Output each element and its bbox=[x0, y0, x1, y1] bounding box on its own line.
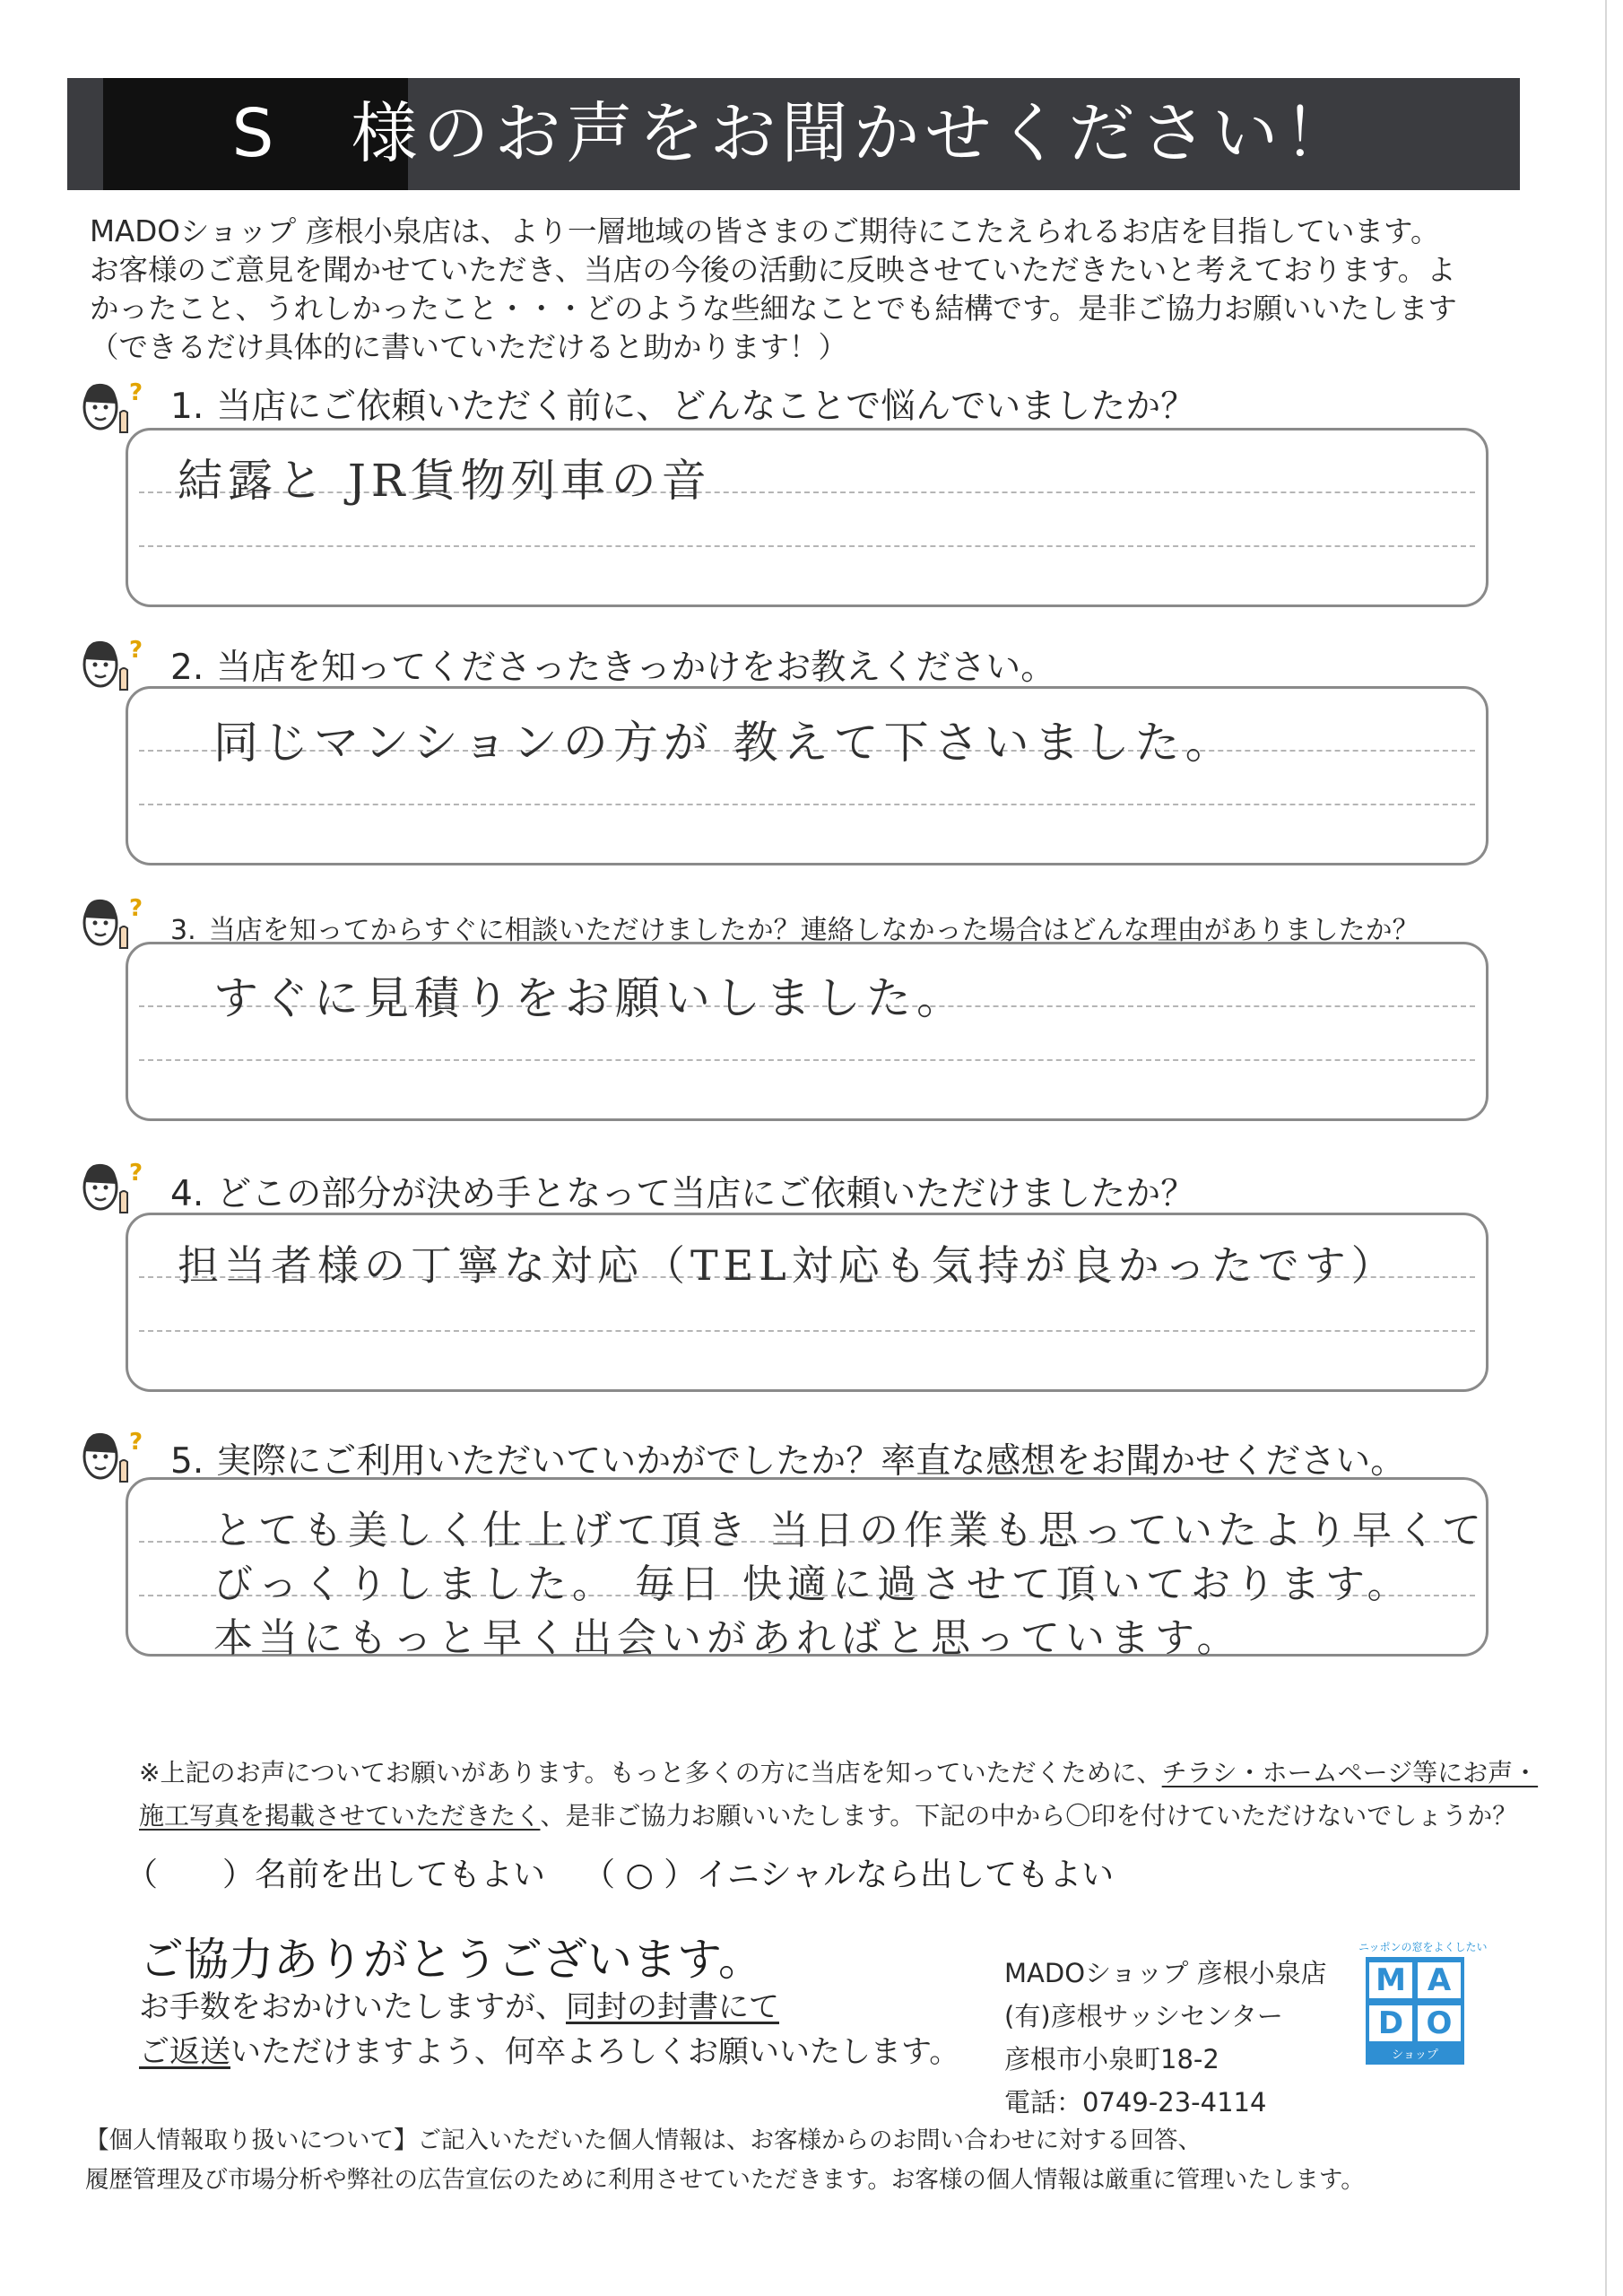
consent-option-name[interactable] bbox=[126, 1849, 545, 1895]
svg-text:?: ? bbox=[129, 1160, 143, 1187]
answer-box-4 bbox=[126, 1213, 1488, 1392]
question-text: 当店にご依頼いただく前に、どんなことで悩んでいましたか？ bbox=[216, 387, 1196, 427]
privacy-line: 【個人情報取り扱いについて】ご記入いただいた個人情報は、お客様からのお問い合わせに対する回答、 bbox=[85, 2126, 1202, 2154]
privacy-line: 履歴管理及び市場分析や弊社の広告宣伝のために利用させていただきます。お客様の個人情報は厳重に管理いたします。 bbox=[85, 2166, 1365, 2194]
question-4 bbox=[170, 1166, 1195, 1216]
question-2 bbox=[170, 639, 1055, 690]
note-text: 、是非ご協力お願いいたします。下記の中から〇印を付けていただけないでしょうか？ bbox=[540, 1801, 1518, 1831]
question-5 bbox=[170, 1433, 1405, 1483]
logo-tagline: ニッポンの窓をよくしたい bbox=[1358, 1941, 1488, 1953]
consent-option-initials[interactable] bbox=[583, 1849, 1114, 1895]
question-text: どこの部分が決め手となって当店にご依頼いただけましたか？ bbox=[216, 1174, 1196, 1214]
shop-company: (有)彦根サッシセンター bbox=[1004, 2001, 1283, 2031]
question-text: 当店を知ってからすぐに相談いただけましたか？連絡しなかった場合はどんな理由がありましたか？ bbox=[208, 915, 1419, 946]
thanks-body bbox=[139, 1985, 959, 2074]
handwritten-answer: 担当者様の丁寧な対応（TEL対応も気持が良かったです） bbox=[178, 1241, 1398, 1290]
thanks-heading: ご協力ありがとうございます。 bbox=[139, 1934, 763, 1986]
logo-letter: A bbox=[1418, 1962, 1461, 1998]
scan-edge bbox=[1605, 0, 1607, 2296]
svg-text:?: ? bbox=[129, 1429, 143, 1456]
note-underlined: チラシ・ホームページ等にお声・ bbox=[1161, 1758, 1539, 1787]
svg-text:?: ? bbox=[129, 379, 143, 406]
question-text: 当店を知ってくださったきっかけをお教えください。 bbox=[216, 648, 1056, 688]
shop-name: MADOショップ 彦根小泉店 bbox=[1004, 1958, 1327, 1988]
face-thinking-icon bbox=[74, 1157, 154, 1220]
note-underlined: 施工写真を掲載させていただきたく bbox=[139, 1801, 541, 1831]
answer-box-1 bbox=[126, 428, 1488, 607]
logo-sub: ショップ bbox=[1366, 2047, 1464, 2065]
shop-address: 彦根市小泉町18-2 bbox=[1004, 2044, 1219, 2074]
ruled-line bbox=[139, 1059, 1475, 1061]
question-number: 4. bbox=[170, 1174, 204, 1214]
answer-box-3 bbox=[126, 942, 1488, 1121]
consent-label: 名前を出してもよい bbox=[255, 1857, 546, 1893]
ruled-line bbox=[139, 545, 1475, 547]
handwritten-answer: びっくりしました。 毎日 快適に過させて頂いております。 bbox=[213, 1561, 1412, 1607]
logo-grid bbox=[1366, 1957, 1464, 2047]
question-number: 5. bbox=[170, 1441, 204, 1482]
logo-letter: D bbox=[1369, 2005, 1412, 2041]
note-text: ※上記のお声についてお願いがあります。もっと多くの方に当店を知っていただくために、 bbox=[139, 1758, 1162, 1787]
mado-logo bbox=[1358, 1939, 1488, 2065]
handwritten-answer: すぐに見積りをお願いしました。 bbox=[213, 972, 967, 1024]
thanks-text: お手数をおかけいたしますが、 bbox=[139, 1989, 566, 2025]
consent-checkbox[interactable]: （ ○ ） bbox=[583, 1857, 697, 1893]
handwritten-answer: 結露と JR貨物列車の音 bbox=[178, 455, 712, 507]
handwritten-answer: 本当にもっと早く出会いがあればと思っています。 bbox=[213, 1615, 1242, 1661]
thanks-text: いただけますよう、何卒よろしくお願いいたします。 bbox=[230, 2034, 960, 2070]
question-text: 実際にご利用いただいていかがでしたか？率直な感想をお聞かせください。 bbox=[216, 1441, 1406, 1482]
intro-line: かったこと、うれしかったこと・・・どのような些細なことでも結構です。是非ご協力お願いいたします bbox=[90, 291, 1457, 326]
logo-letter: M bbox=[1369, 1962, 1412, 1998]
svg-text:?: ? bbox=[129, 895, 143, 922]
question-1 bbox=[170, 378, 1195, 429]
intro-line: MADOショップ 彦根小泉店は、より一層地域の皆さまのご期待にこたえられるお店を目指しています。 bbox=[90, 214, 1440, 248]
publication-request bbox=[139, 1752, 1538, 1838]
intro-text bbox=[90, 213, 1524, 367]
consent-checkbox[interactable]: （ ） bbox=[126, 1857, 256, 1893]
question-number: 1. bbox=[170, 387, 204, 427]
thanks-underlined: 同封の封書にて bbox=[566, 1989, 779, 2025]
handwritten-answer: とても美しく仕上げて頂き 当日の作業も思っていたより早くて bbox=[213, 1508, 1487, 1553]
intro-line: （できるだけ具体的に書いていただけると助かります！） bbox=[90, 330, 848, 364]
answer-box-5 bbox=[126, 1477, 1488, 1661]
svg-text:?: ? bbox=[129, 637, 143, 664]
ruled-line bbox=[139, 804, 1475, 805]
page-title: S 様のお声をお聞かせください！ bbox=[231, 95, 1356, 172]
shop-info bbox=[1004, 1952, 1327, 2124]
handwritten-answer: 同じマンションの方が 教えて下さいました。 bbox=[213, 717, 1236, 769]
shop-phone: 電話：0749-23-4114 bbox=[1004, 2087, 1267, 2118]
consent-label: イニシャルなら出してもよい bbox=[696, 1857, 1115, 1893]
question-number: 3. bbox=[170, 915, 196, 946]
ruled-line bbox=[139, 1330, 1475, 1332]
logo-letter: O bbox=[1418, 2005, 1461, 2041]
title-bar bbox=[67, 78, 1520, 190]
thanks-underlined: ご返送 bbox=[139, 2034, 230, 2070]
answer-box-2 bbox=[126, 686, 1488, 865]
question-number: 2. bbox=[170, 648, 204, 688]
privacy-notice bbox=[85, 2121, 1365, 2200]
intro-line: お客様のご意見を聞かせていただき、当店の今後の活動に反映させていただきたいと考えております。よ bbox=[90, 253, 1456, 287]
